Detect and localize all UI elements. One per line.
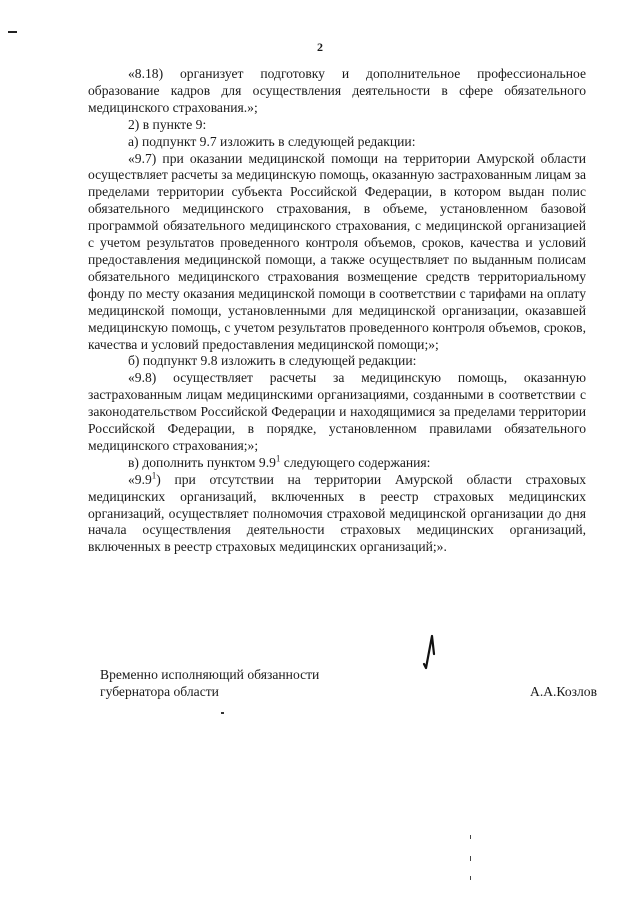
- paragraph-8-18: «8.18) организует подготовку и дополнительное профессиональное образование кадров для осуществления деятельности в сфере обязательного медицинского страхования.»;: [88, 66, 586, 115]
- scan-speck: [470, 835, 471, 839]
- handwritten-signature: [418, 634, 442, 672]
- paragraph-subpoint-v: [88, 455, 586, 472]
- superscript: 1: [275, 453, 281, 464]
- signatory-name: А.А.Козлов: [530, 684, 597, 699]
- signatory-title-line2: губернатора области: [100, 684, 219, 699]
- scan-mark: [8, 31, 17, 33]
- paragraph-9-7: «9.7) при оказании медицинской помощи на территории Амурской области осуществляет расчеты за медицинскую помощь, оказанную застрахованным лицам за пределами территории субъекта Российской Федерации, в котором выдан полис обязательного медицинского страхования, в объеме, установленном базовой программой обязательного медицинского страхования, с медицинской организацией с учетом результатов проведенного контроля объемов, сроков, качества и условий предоставления медицинской помощи, а также осуществляет по выданным полисам обязательного медицинского страхования возмещение средств территориальному фонду по месту оказания медицинской помощи в соответствии с тарифами на оплату медицинской помощи, установленными для медицинской организации, оказавшей медицинскую помощь, с учетом результатов проведенного контроля объемов, сроков, качества и условий предоставления медицинской помощи;»;: [88, 150, 586, 352]
- scan-speck: [221, 712, 224, 714]
- scan-speck: [470, 856, 471, 861]
- paragraph-subpoint-v-text-end: следующего содержания:: [280, 454, 431, 470]
- paragraph-subpoint-v-text: в) дополнить пунктом 9.9: [128, 454, 276, 470]
- paragraph-9-9-1: [88, 472, 586, 557]
- paragraph-subpoint-b: б) подпункт 9.8 изложить в следующей редакции:: [128, 353, 417, 369]
- page-number: 2: [317, 40, 323, 54]
- signatory-title: [100, 666, 319, 700]
- paragraph-9-9-1-start: «9.9: [128, 471, 152, 487]
- signatory-title-line1: Временно исполняющий обязанности: [100, 667, 320, 682]
- paragraph-point-9: 2) в пункте 9:: [128, 116, 207, 132]
- paragraph-9-9-1-text: ) при отсутствии на территории Амурской области страховых медицинских организаций, включенных в реестр страховых медицинских организаций, осуществляет полномочия страховой медицинской организации до дня начала осуществления деятельности страховых медицинских организаций, включенных в реестр страховых медицинских организаций;».: [88, 471, 586, 555]
- superscript: 1: [151, 470, 157, 481]
- paragraph-subpoint-a: а) подпункт 9.7 изложить в следующей редакции:: [128, 133, 416, 149]
- paragraph-9-8: «9.8) осуществляет расчеты за медицинскую помощь, оказанную застрахованным лицам медицинскими организациями, созданными в соответствии с законодательством Российской Федерации и находящимися за пределами территории Российской Федерации, в порядке, установленном правилами обязательного медицинского страхования;»;: [88, 370, 586, 453]
- scan-speck: [470, 876, 471, 880]
- document-body: [88, 66, 586, 556]
